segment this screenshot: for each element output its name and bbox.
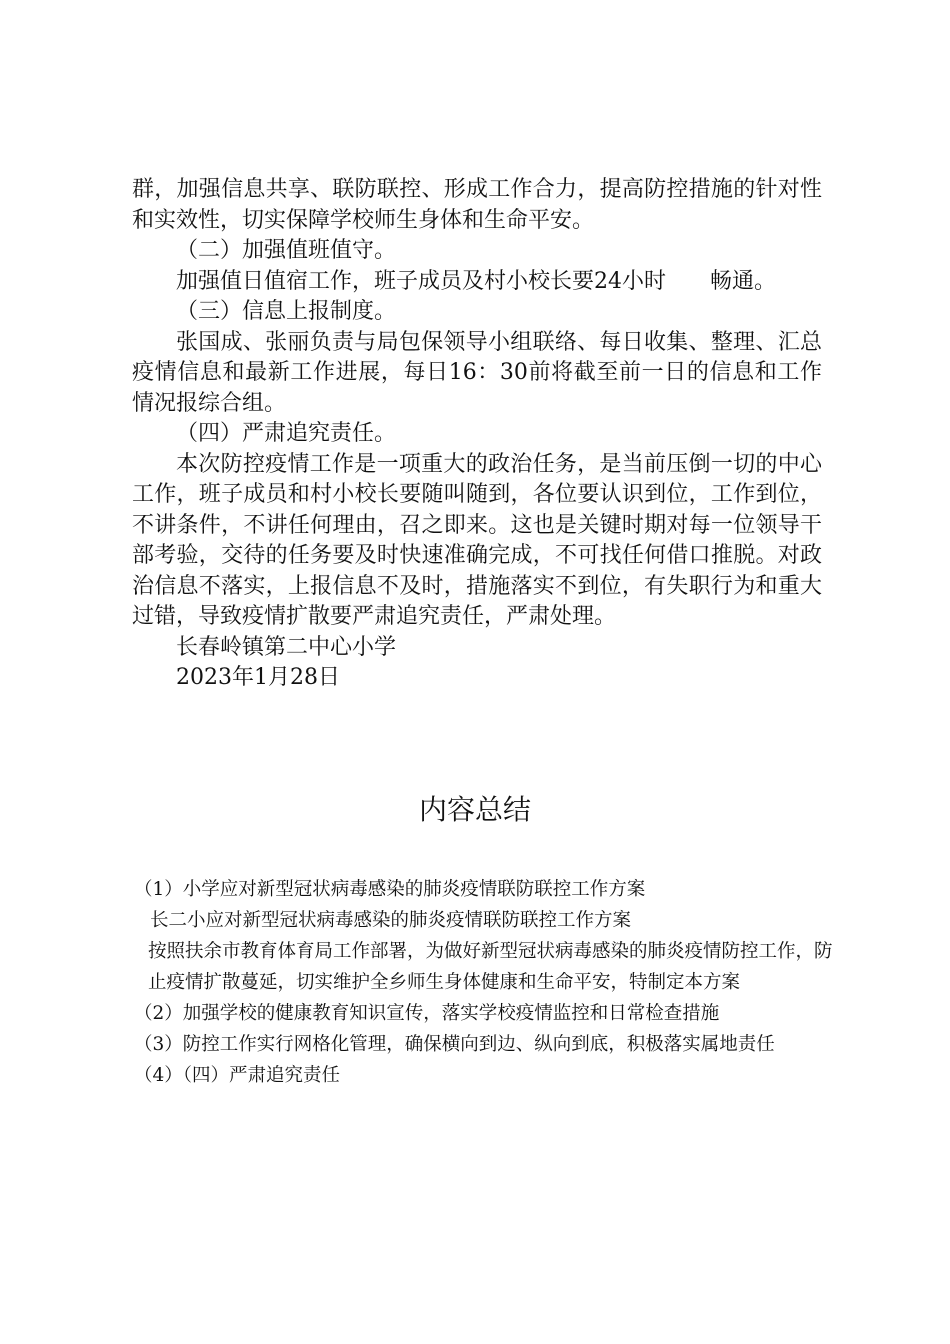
section-heading-accountability: （四）严肃追究责任。 [176,421,397,446]
summary-item-4: （4）（四）严肃追究责任 [134,1065,341,1086]
section-heading-duty: （二）加强值班值守。 [176,238,397,263]
summary-title: 内容总结 [418,793,531,826]
body-paragraph-continuation: 群，加强信息共享、联防联控、形成工作合力，提高防控措施的针对性和实效性，切实保障学校师生身体和生命平安。 [132,177,822,233]
summary-item-3: （3）防控工作实行网格化管理，确保横向到边、纵向到底，积极落实属地责任 [134,1034,775,1055]
summary-item-1: （1）小学应对新型冠状病毒感染的肺炎疫情联防联控工作方案 [134,879,646,900]
summary-item-2: （2）加强学校的健康教育知识宣传，落实学校疫情监控和日常检查措施 [134,1003,720,1024]
body-paragraph-accountability: 本次防控疫情工作是一项重大的政治任务，是当前压倒一切的中心工作，班子成员和村小校长要随叫随到，各位要认识到位，工作到位，不讲条件，不讲任何理由，召之即来。这也是关键时期对每一位领导干部考验，交待的任务要及时快速准确完成，不可找任何借口推脱。对政治信息不落实，上报信息不及时，措施落实不到位，有失职行为和重大过错，导致疫情扩散要严肃追究责任，严肃处理。 [132,451,822,629]
document-body [132,175,822,694]
body-paragraph-reporting: 张国成、张丽负责与局包保领导小组联络、每日收集、整理、汇总疫情信息和最新工作进展，每日16：30前将截至前一日的信息和工作情况报综合组。 [132,329,822,416]
section-heading-reporting: （三）信息上报制度。 [176,299,397,324]
signature-date: 2023年1月28日 [176,665,340,690]
body-paragraph-duty: 加强值日值宿工作，班子成员及村小校长要24小时 畅通。 [176,268,776,294]
summary-section [134,874,834,1091]
signature-organization: 长春岭镇第二中心小学 [176,634,397,660]
summary-item-1-body: 按照扶余市教育体育局工作部署，为做好新型冠状病毒感染的肺炎疫情防控工作，防止疫情扩散蔓延，切实维护全乡师生身体健康和生命平安，特制定本方案 [148,941,833,993]
summary-item-1-subtitle: 长二小应对新型冠状病毒感染的肺炎疫情联防联控工作方案 [150,910,632,931]
